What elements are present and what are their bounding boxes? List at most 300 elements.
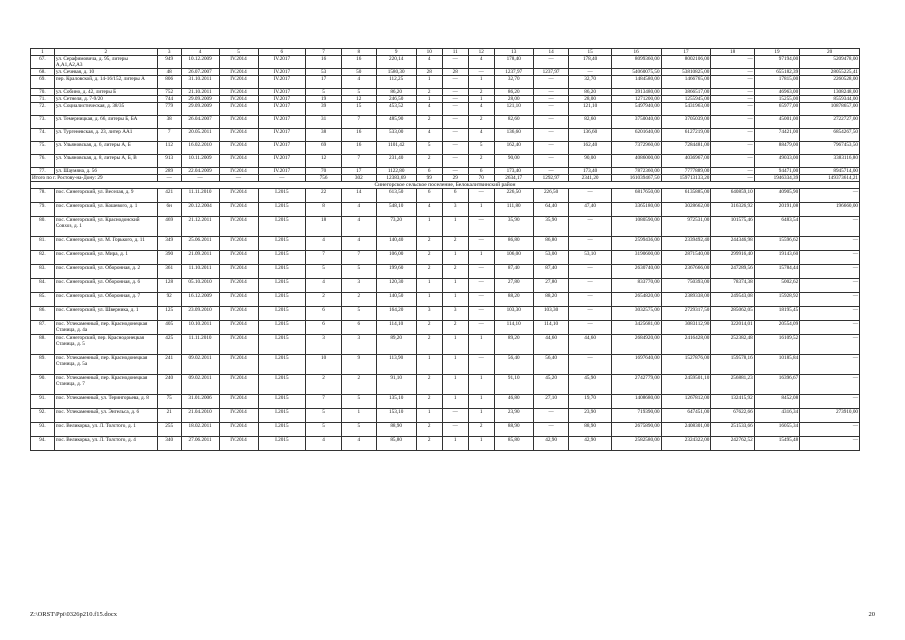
table-cell: 44,60 (569, 335, 611, 355)
table-cell: IV.2014 (219, 69, 258, 76)
table-cell: 1 (442, 375, 468, 395)
table-cell: 1 (468, 251, 494, 265)
table-cell: 28 (442, 69, 468, 76)
table-cell: 655182,39 (754, 69, 800, 76)
table-cell: 1 (416, 409, 442, 423)
table-row (31, 76, 860, 89)
table-row (31, 89, 860, 96)
table-cell: 92 (157, 293, 181, 307)
table-cell: 78374,38 (711, 279, 754, 293)
table-cell: — (468, 279, 494, 293)
table-cell: 779 (157, 103, 181, 116)
table-cell: — (711, 129, 754, 142)
table-cell: пос. Великорка, ул. Л. Толстого, д. 1 (54, 423, 157, 437)
table-cell: 89,20 (376, 335, 416, 355)
table-cell: 20 (800, 49, 860, 56)
table-cell: 8559344,00 (800, 96, 860, 103)
table-cell: — (800, 237, 860, 251)
table-cell: 469 (157, 217, 181, 237)
table-cell: 16 (611, 49, 661, 56)
table-cell: 4 (468, 129, 494, 142)
table-cell: — (800, 437, 860, 451)
table-cell: 2 (468, 423, 494, 437)
table-cell: 23,90 (569, 409, 611, 423)
table-cell: IV.2014 (219, 189, 258, 203)
table-cell: пос. Синегорский, ул. Мира, д. 1 (54, 251, 157, 265)
table-cell: I.2015 (258, 293, 306, 307)
table-cell: 1 (442, 335, 468, 355)
table-cell: 2416428,00 (661, 335, 711, 355)
table-cell: 8099360,00 (611, 56, 661, 69)
table-cell: 485,90 (376, 116, 416, 129)
section-row (31, 182, 860, 189)
total-row (31, 175, 860, 182)
table-cell: 949 (157, 56, 181, 69)
table-cell: 2 (416, 89, 442, 96)
table-cell: — (569, 189, 611, 203)
table-cell: 6 (258, 49, 306, 56)
table-cell: 3190600,00 (611, 251, 661, 265)
table-cell: 21.10.2011 (181, 89, 219, 96)
table-cell: 12383,69 (376, 175, 416, 182)
table-cell: IV.2014 (219, 321, 258, 335)
table-cell: — (442, 96, 468, 103)
table-cell: — (800, 355, 860, 375)
table-cell: 1 (341, 409, 376, 423)
table-cell: 10 (416, 49, 442, 56)
table-cell: 173,40 (494, 168, 533, 175)
table-cell: 87,40 (494, 265, 533, 279)
table-cell: — (442, 76, 468, 89)
table-cell: 11 (442, 49, 468, 56)
table-cell: 2634,17 (494, 175, 533, 182)
table-row (31, 355, 860, 375)
table-row (31, 409, 860, 423)
table-cell: 21 (157, 409, 181, 423)
table-cell: 7872360,00 (611, 168, 661, 175)
table-cell: 2 (306, 375, 342, 395)
table-cell: 1697640,00 (611, 355, 661, 375)
table-cell: 7967453,50 (800, 142, 860, 155)
table-cell: 22.04.2009 (181, 168, 219, 175)
table-cell: 8945714,00 (800, 168, 860, 175)
table-cell: 2 (416, 423, 442, 437)
table-cell: 12 (341, 96, 376, 103)
table-cell: 299916,40 (711, 251, 754, 265)
table-cell: 340 (157, 437, 181, 451)
table-cell: 3 (306, 335, 342, 355)
table-cell: 88,90 (494, 423, 533, 437)
table-cell: 647451,00 (661, 409, 711, 423)
table-cell: 3913480,00 (611, 89, 661, 96)
table-cell: 65977,00 (754, 103, 800, 116)
table-cell: I.2015 (258, 307, 306, 321)
table-cell: 251533,66 (711, 423, 754, 437)
table-cell: 67622,66 (711, 409, 754, 423)
table-cell: 2408301,00 (661, 423, 711, 437)
table-cell: 75. (31, 142, 55, 155)
table-cell: пос. Синегорский, ул. Оборонная, д. 7 (54, 293, 157, 307)
table-row (31, 69, 860, 76)
table-cell: 103,30 (533, 307, 569, 321)
table-cell: 67. (31, 56, 55, 69)
table-cell: — (533, 56, 569, 69)
table-cell: 103,30 (494, 307, 533, 321)
table-cell: 38 (306, 129, 342, 142)
table-cell: — (800, 189, 860, 203)
document-page (30, 48, 860, 451)
table-row (31, 437, 860, 451)
table-cell: IV.2014 (219, 142, 258, 155)
table-cell: 178,40 (569, 56, 611, 69)
table-cell: I.2015 (258, 335, 306, 355)
table-cell: IV.2014 (219, 155, 258, 168)
table-cell: 38 (157, 116, 181, 129)
table-cell: 349 (157, 237, 181, 251)
table-cell: — (468, 307, 494, 321)
table-cell: 09.02.2011 (181, 375, 219, 395)
table-cell: — (468, 355, 494, 375)
table-cell: 2 (341, 293, 376, 307)
table-cell: IV.2014 (219, 423, 258, 437)
table-cell: 82. (31, 251, 55, 265)
table-cell: 2 (306, 293, 342, 307)
table-cell: 6483,54 (754, 217, 800, 237)
table-row (31, 155, 860, 168)
table-cell: 1 (442, 293, 468, 307)
table-cell: 120,30 (376, 279, 416, 293)
table-cell: 16 (341, 56, 376, 69)
table-cell: IV.2014 (219, 217, 258, 237)
table-cell: 88,90 (376, 423, 416, 437)
table-cell: 86,20 (494, 89, 533, 96)
table-cell: 4036967,00 (661, 155, 711, 168)
table-cell: 48 (157, 69, 181, 76)
table-cell: 240 (157, 375, 181, 395)
table-cell: 25.06.2011 (181, 237, 219, 251)
table-cell: — (181, 175, 219, 182)
table-cell: 2675890,00 (611, 423, 661, 437)
table-cell: 302 (341, 175, 376, 182)
table-cell: 4 (306, 279, 342, 293)
table-cell: 73. (31, 116, 55, 129)
table-cell: 162,40 (569, 142, 611, 155)
table-cell: 26.04.2007 (181, 116, 219, 129)
table-cell: 56,40 (533, 355, 569, 375)
table-cell: IV.2014 (219, 76, 258, 89)
table-cell: 2339492,40 (661, 237, 711, 251)
table-cell: 10878657,00 (800, 103, 860, 116)
table-cell: 35,90 (494, 217, 533, 237)
table-cell: 101575,46 (711, 217, 754, 237)
table-cell: 8452,08 (754, 395, 800, 409)
table-cell: 31.10.2011 (181, 76, 219, 89)
table-cell: — (569, 217, 611, 237)
table-cell: 3383116,80 (800, 155, 860, 168)
table-cell: IV.2014 (219, 375, 258, 395)
table-cell: 111,80 (494, 203, 533, 217)
table-row (31, 217, 860, 237)
table-cell: 3 (416, 307, 442, 321)
table-cell: 20.12.2004 (181, 203, 219, 217)
table-cell: 88479,00 (754, 142, 800, 155)
table-cell: — (468, 189, 494, 203)
table-cell: 81. (31, 237, 55, 251)
table-cell: — (533, 89, 569, 96)
table-cell: — (711, 168, 754, 175)
table-cell: 2729317,50 (661, 307, 711, 321)
table-cell: 20.05.2011 (181, 129, 219, 142)
housing-table (30, 48, 860, 451)
table-cell: 18 (711, 49, 754, 56)
table-cell: — (711, 103, 754, 116)
table-row (31, 168, 860, 175)
table-cell: 164,20 (376, 307, 416, 321)
table-cell: 19143,60 (754, 251, 800, 265)
table-cell: 1 (468, 203, 494, 217)
table-cell: 87. (31, 321, 55, 335)
table-cell: IV.2014 (219, 168, 258, 175)
table-cell: 85,80 (494, 437, 533, 451)
table-cell: 256881,23 (711, 375, 754, 395)
table-cell: 5209478,00 (800, 56, 860, 69)
table-cell: 533,00 (376, 129, 416, 142)
table-cell: 2 (341, 375, 376, 395)
table-row (31, 321, 860, 335)
table-cell: 1580,30 (376, 69, 416, 76)
table-cell: 75 (157, 395, 181, 409)
table-cell: 05.10.2010 (181, 279, 219, 293)
table-cell: 17 (661, 49, 711, 56)
table-cell: 94471,00 (754, 168, 800, 175)
table-cell: 15 (569, 49, 611, 56)
table-cell: 125 (157, 307, 181, 321)
table-cell: 86. (31, 307, 55, 321)
table-cell: IV.2014 (219, 395, 258, 409)
table-cell: 17 (306, 76, 342, 89)
table-row (31, 103, 860, 116)
table-cell: IV.2014 (219, 437, 258, 451)
table-cell: 7372960,00 (611, 142, 661, 155)
table-cell: 106,00 (494, 251, 533, 265)
table-cell: 2 (442, 237, 468, 251)
table-cell: 90. (31, 375, 55, 395)
table-cell: 121,10 (569, 103, 611, 116)
table-cell: — (711, 76, 754, 89)
table-cell: 97194,00 (754, 56, 800, 69)
table-cell: IV.2014 (219, 96, 258, 103)
table-cell: — (569, 69, 611, 76)
table-cell: 28055225,41 (800, 69, 860, 76)
table-cell: 2324322,00 (661, 437, 711, 451)
table-cell: — (800, 279, 860, 293)
table-cell: 74. (31, 129, 55, 142)
table-cell: 140,40 (376, 237, 416, 251)
table-cell: — (711, 175, 754, 182)
table-cell: 20191,08 (754, 203, 800, 217)
table-cell: 1 (416, 76, 442, 89)
table-cell: 21.12.2011 (181, 217, 219, 237)
table-cell: 16109,52 (754, 335, 800, 355)
table-cell: 80. (31, 217, 55, 237)
table-cell: 273910,00 (800, 409, 860, 423)
table-cell: 2582580,00 (611, 437, 661, 451)
table-cell: 90,00 (494, 155, 533, 168)
table-cell: 246,50 (376, 96, 416, 103)
table-cell: — (468, 293, 494, 307)
table-cell: 21.04.2010 (181, 409, 219, 423)
table-row (31, 56, 860, 69)
table-row (31, 307, 860, 321)
table-cell: 806 (157, 76, 181, 89)
table-cell: 23.09.2010 (181, 307, 219, 321)
table-cell: — (800, 293, 860, 307)
table-cell: 226,50 (494, 189, 533, 203)
table-cell: I.2015 (258, 423, 306, 437)
table-row (31, 142, 860, 155)
table-cell: 4 (341, 76, 376, 89)
table-cell: 7 (341, 116, 376, 129)
table-cell: ул. Сетнеля, д. 7-9/20 (54, 96, 157, 103)
table-cell: пос. Синегорский, пер. Краснодонецкая Станица, д. 5 (54, 335, 157, 355)
table-cell: 86,20 (376, 89, 416, 96)
table-row (31, 203, 860, 217)
table-cell: 1 (416, 293, 442, 307)
table-cell: 2 (416, 395, 442, 409)
table-cell: 6 (306, 321, 342, 335)
table-cell: 316326,92 (711, 203, 754, 217)
table-cell: 1 (416, 217, 442, 237)
table-cell: I.2015 (258, 375, 306, 395)
table-cell: — (468, 237, 494, 251)
table-cell: — (533, 142, 569, 155)
table-cell: — (533, 103, 569, 116)
table-cell: 5 (306, 409, 342, 423)
table-cell: пер. Краловской, д. 14-16/152, литеры А (54, 76, 157, 89)
table-cell: ул. Собино, д. 42, литеры Б (54, 89, 157, 96)
table-cell: 7 (157, 129, 181, 142)
table-cell: 114,10 (376, 321, 416, 335)
table-cell: 5 (416, 142, 442, 155)
table-cell: 16.12.2009 (181, 293, 219, 307)
table-cell: 7 (341, 155, 376, 168)
table-cell: 3 (157, 49, 181, 56)
table-cell: 7 (306, 395, 342, 409)
table-cell: 53810825,00 (661, 69, 711, 76)
table-cell: 3083112,90 (661, 321, 711, 335)
table-cell: 85. (31, 293, 55, 307)
table-cell: 3866517,00 (661, 89, 711, 96)
table-cell: 255 (157, 423, 181, 437)
table-cell: пос. Синегорский, ул. М. Горького, д. 11 (54, 237, 157, 251)
table-cell: 6201640,00 (611, 129, 661, 142)
table-cell: 40905,90 (754, 189, 800, 203)
table-cell: IV.2017 (258, 76, 306, 89)
table-cell: 19,70 (569, 395, 611, 409)
table-cell: 35,90 (533, 217, 569, 237)
table-cell: 453,52 (376, 103, 416, 116)
table-cell: — (533, 155, 569, 168)
table-cell: 1 (468, 409, 494, 423)
table-cell: IV.2014 (219, 251, 258, 265)
table-cell: 84. (31, 279, 55, 293)
table-cell: 69. (31, 76, 55, 89)
table-cell: 4 (341, 437, 376, 451)
table-cell: 4 (416, 56, 442, 69)
table-cell: 4 (416, 129, 442, 142)
table-cell: 53 (306, 69, 342, 76)
table-cell: 15495,48 (754, 437, 800, 451)
table-cell: 161039467,50 (611, 175, 661, 182)
table-cell: 6 (306, 307, 342, 321)
table-cell: — (442, 142, 468, 155)
table-cell: 32,70 (569, 76, 611, 89)
table-cell: 2871540,00 (661, 251, 711, 265)
table-cell: 2654820,00 (611, 293, 661, 307)
table-cell: 12 (468, 49, 494, 56)
table-cell: 4316,34 (754, 409, 800, 423)
table-cell: 8002106,00 (661, 56, 711, 69)
table-cell: 9 (376, 49, 416, 56)
table-cell: IV.2017 (258, 103, 306, 116)
table-cell: I.2015 (258, 237, 306, 251)
table-cell: 4 (306, 437, 342, 451)
table-cell: 6 (416, 189, 442, 203)
table-row (31, 335, 860, 355)
table-cell: 3 (442, 203, 468, 217)
table-cell: 7 (341, 251, 376, 265)
table-cell: 136,60 (569, 129, 611, 142)
table-cell: — (800, 335, 860, 355)
table-cell: пос. Углекаменный, ул. Терингорьева, д. 8 (54, 395, 157, 409)
table-cell: 1 (468, 335, 494, 355)
table-cell: 2722727,00 (800, 116, 860, 129)
table-cell: 91,10 (376, 375, 416, 395)
table-cell: 15596,62 (754, 237, 800, 251)
table-cell: IV.2017 (258, 155, 306, 168)
table-cell: 5 (341, 395, 376, 409)
table-cell: 10 (306, 355, 342, 375)
table-cell: 7 (306, 49, 342, 56)
table-cell: пос. Синегорский, ул. Шверника, д. 1 (54, 307, 157, 321)
table-cell: 14 (341, 189, 376, 203)
table-cell: IV.2014 (219, 279, 258, 293)
table-cell: 1255945,00 (661, 96, 711, 103)
table-cell: 5 (306, 89, 342, 96)
table-cell: IV.2014 (219, 335, 258, 355)
table-cell: 31 (306, 116, 342, 129)
table-cell: 70 (306, 168, 342, 175)
table-cell: 121,10 (494, 103, 533, 116)
table-cell: 27.06.2011 (181, 437, 219, 451)
table-cell: 11.11.2010 (181, 189, 219, 203)
table-cell: 2459501,10 (661, 375, 711, 395)
table-cell: 112 (157, 142, 181, 155)
table-cell: 242762,52 (711, 437, 754, 451)
table-cell: 361 (157, 265, 181, 279)
table-cell: 3 (442, 307, 468, 321)
table-cell: 1 (416, 279, 442, 293)
table-cell: 220,14 (376, 56, 416, 69)
table-cell: 86,20 (569, 89, 611, 96)
table-cell: 88,20 (533, 293, 569, 307)
table-cell: 5 (341, 265, 376, 279)
table-cell: — (533, 116, 569, 129)
table-cell: — (442, 116, 468, 129)
table-cell: 178,40 (494, 56, 533, 69)
table-cell: — (442, 155, 468, 168)
table-cell: 1080590,00 (611, 217, 661, 237)
